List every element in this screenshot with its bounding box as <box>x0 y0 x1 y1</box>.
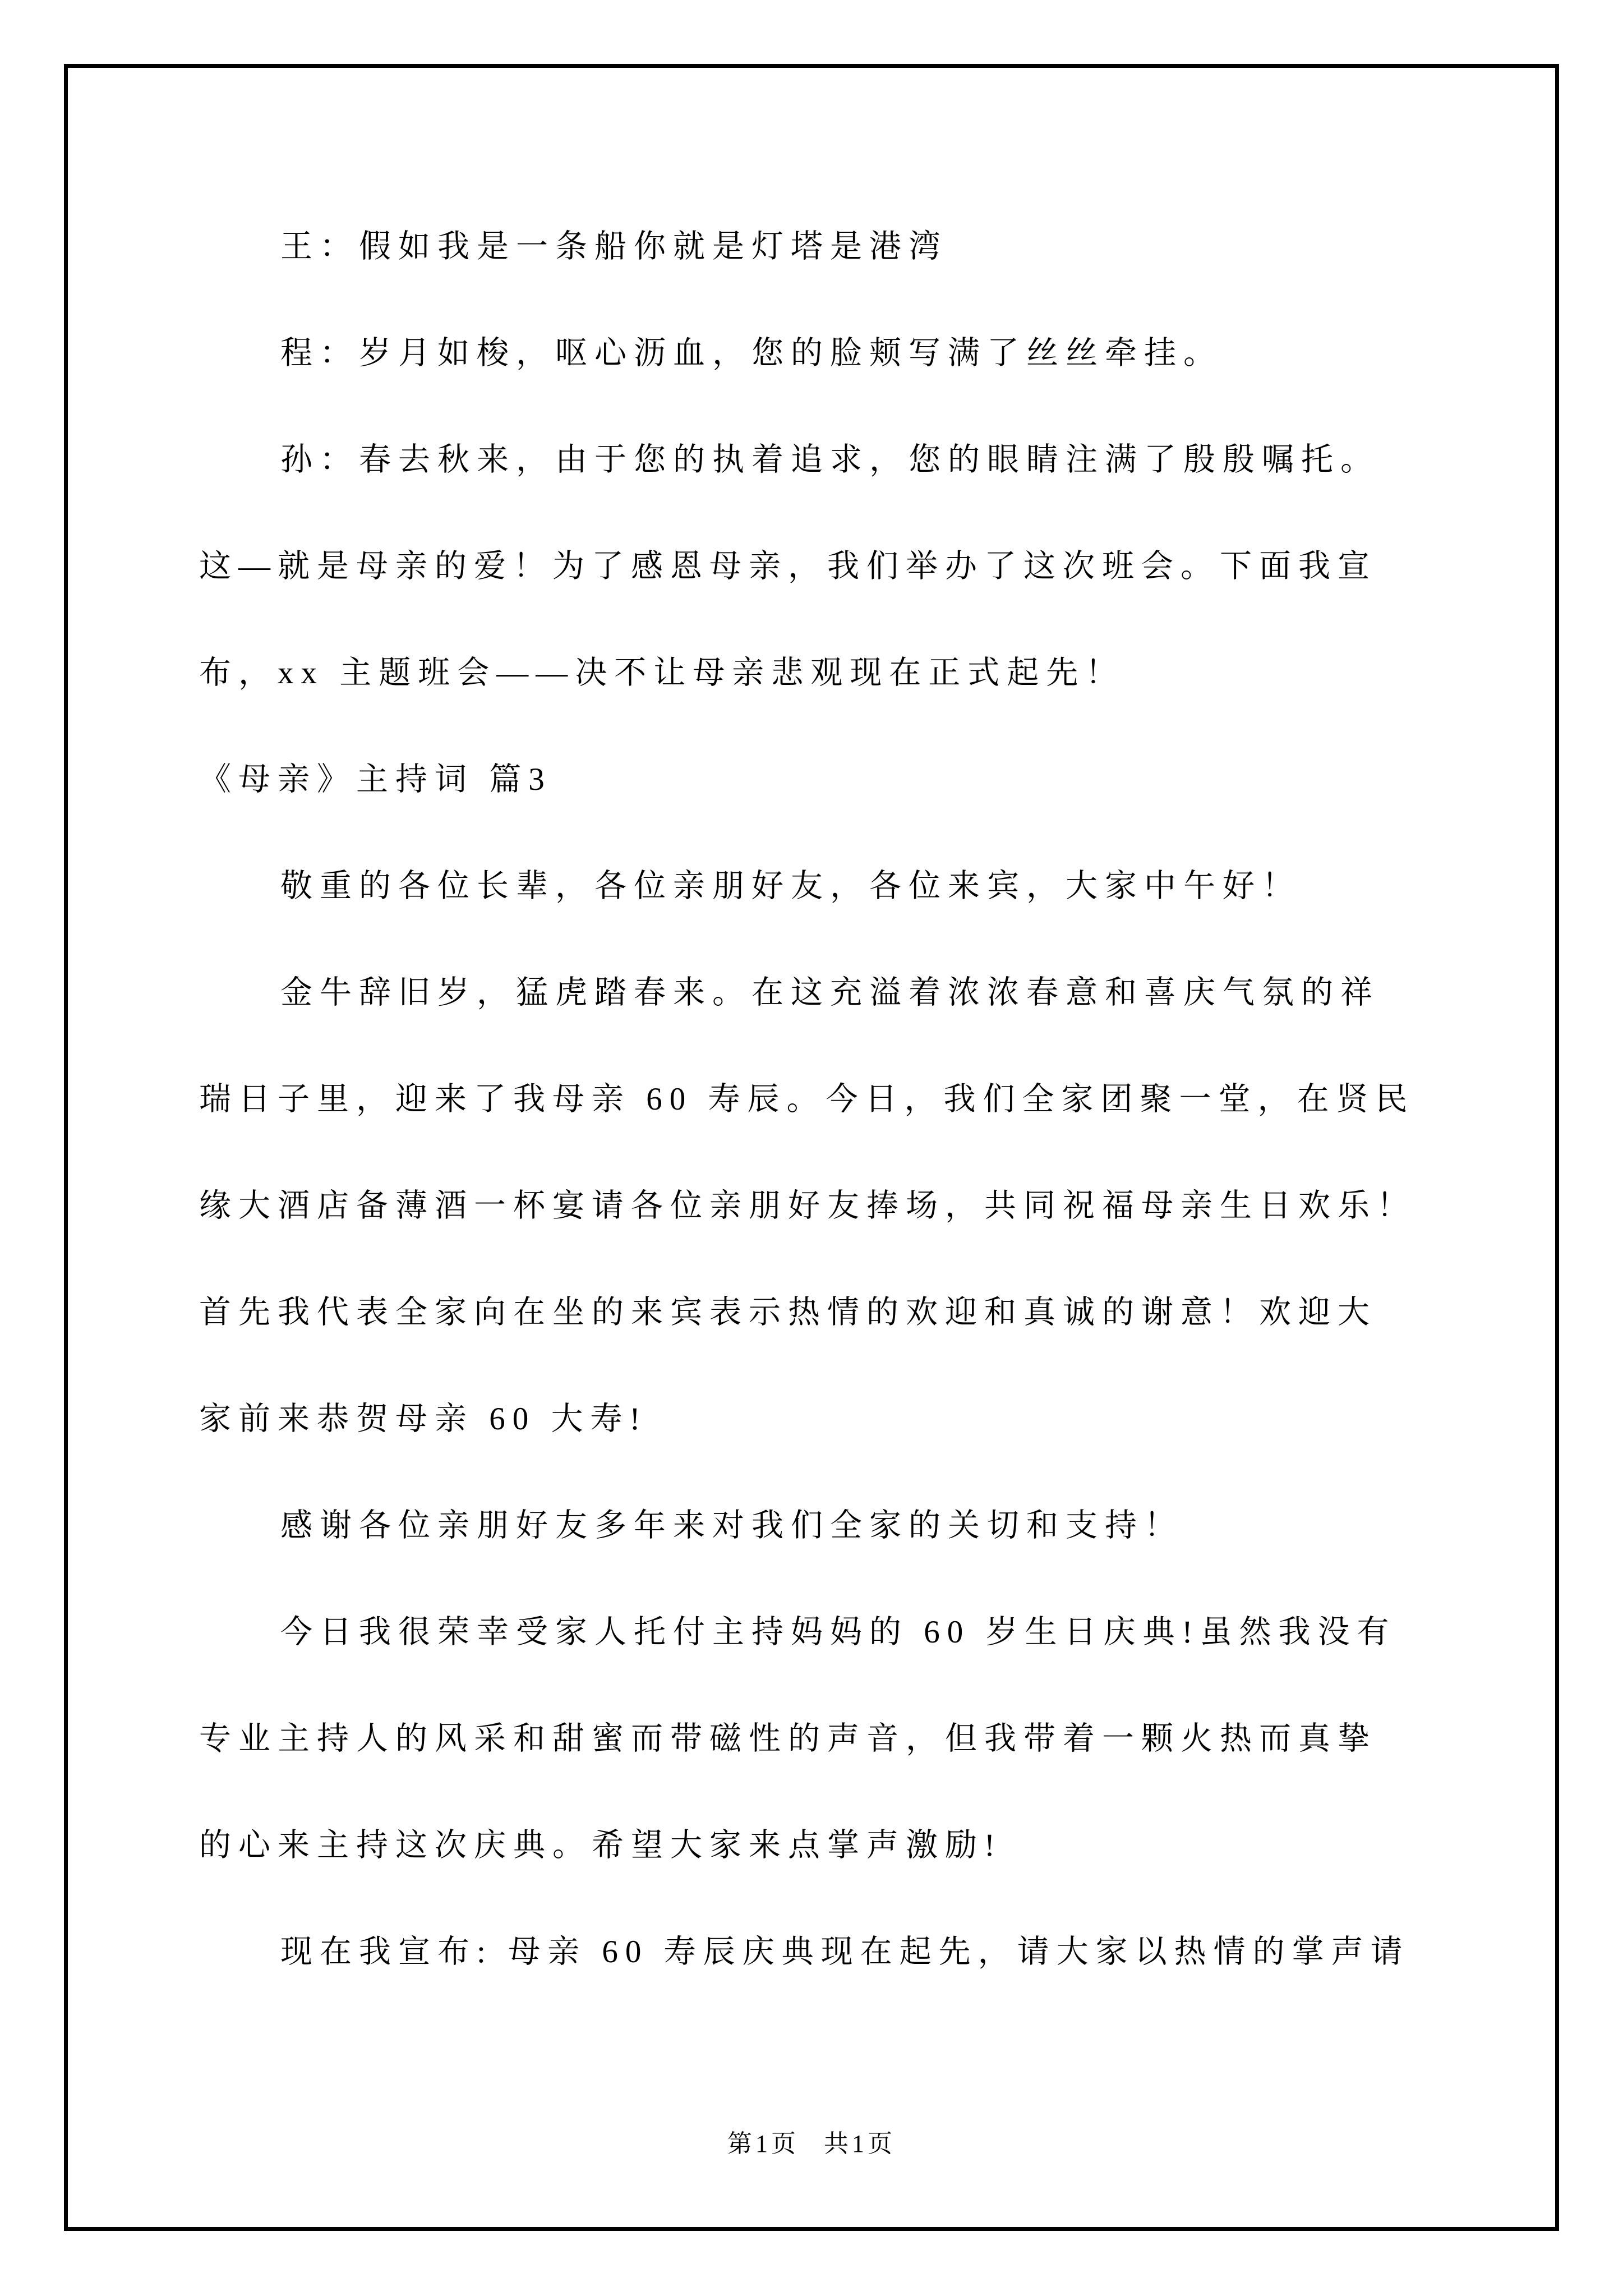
document-line: 瑞日子里，迎来了我母亲 60 寿辰。今日，我们全家团聚一堂，在贤民 <box>199 1082 1415 1117</box>
text-lines <box>199 194 1427 2005</box>
document-line: 敬重的各位长辈，各位亲朋好友，各位来宾，大家中午好！ <box>280 868 1301 904</box>
document-line: 孙：春去秋来，由于您的执着追求，您的眼睛注满了殷殷嘱托。 <box>280 442 1380 477</box>
document-line: 缘大酒店备薄酒一杯宴请各位亲朋好友捧场，共同祝福母亲生日欢乐！ <box>199 1188 1416 1223</box>
document-line: 感谢各位亲朋好友多年来对我们全家的关切和支持！ <box>280 1508 1183 1543</box>
document-line: 金牛辞旧岁，猛虎踏春来。在这充溢着浓浓春意和喜庆气氛的祥 <box>280 975 1380 1010</box>
document-line: 首先我代表全家向在坐的来宾表示热情的欢迎和真诚的谢意！欢迎大 <box>199 1295 1377 1330</box>
page-footer <box>0 2116 1623 2172</box>
document-line: 的心来主持这次庆典。希望大家来点掌声激励! <box>199 1828 1002 1863</box>
document-line: 程：岁月如梭，呕心沥血，您的脸颊写满了丝丝牵挂。 <box>280 335 1223 371</box>
document-line: 今日我很荣幸受家人托付主持妈妈的 60 岁生日庆典!虽然我没有 <box>280 1614 1396 1650</box>
document-line: 家前来恭贺母亲 60 大寿! <box>199 1401 648 1437</box>
document-line: 布，xx 主题班会——决不让母亲悲观现在正式起先！ <box>199 655 1125 691</box>
footer-total-pages: 共1页 <box>824 2130 896 2157</box>
document-line: 王：假如我是一条船你就是灯塔是港湾 <box>280 229 948 264</box>
document-line: 《母亲》主持词 篇3 <box>199 762 552 797</box>
document-line: 专业主持人的风采和甜蜜而带磁性的声音，但我带着一颗火热而真挚 <box>199 1721 1377 1756</box>
footer-page-number: 第1页 <box>727 2130 799 2157</box>
document-line: 现在我宣布: 母亲 60 寿辰庆典现在起先，请大家以热情的掌声请 <box>280 1934 1410 1970</box>
document-line: 这—就是母亲的爱！为了感恩母亲，我们举办了这次班会。下面我宣 <box>199 549 1377 584</box>
